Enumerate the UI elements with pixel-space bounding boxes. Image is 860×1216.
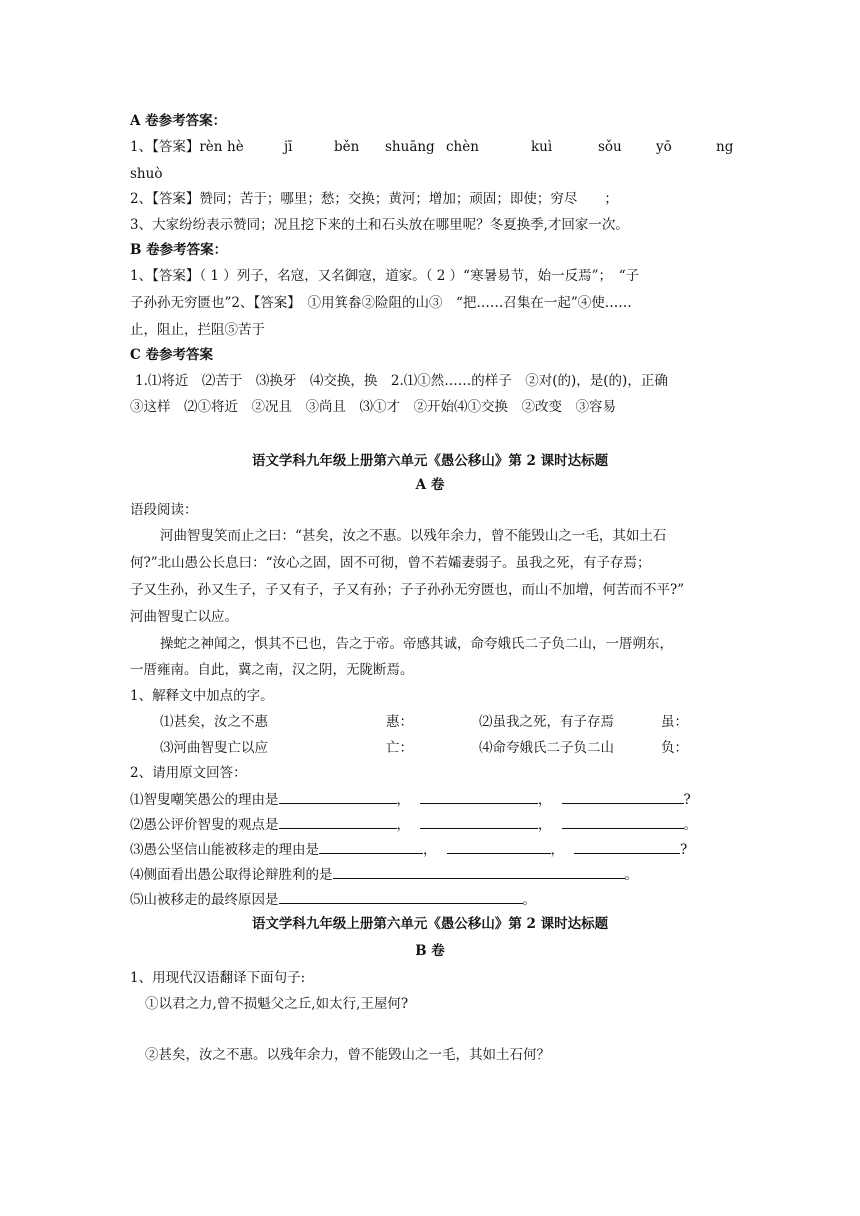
section-heading-a-answers: A 卷参考答案： [130, 113, 227, 129]
exercise-title-a: 语文学科九年级上册第六单元《愚公移山》第 2 课时达标题 [251, 453, 609, 469]
answer-blank[interactable] [279, 814, 397, 829]
exercise-b-question-1: 1、用现代汉语翻译下面句子: [130, 970, 306, 986]
answer-blank[interactable] [333, 864, 625, 879]
pinyin-item: hè [227, 139, 244, 155]
pinyin-item: shuāng [385, 139, 435, 155]
q2-sub-3: ⑶愚公坚信山能被移走的理由是 ， ， ? [130, 839, 687, 860]
passage-line: 何?”北山愚公长息曰：“汝心之固，固不可彻，曾不若孀妻弱子。虽我之死，有子存焉； [130, 555, 651, 571]
q1-item: ⑶河曲智叟亡以应 [160, 740, 268, 756]
q2-sub-4: ⑷侧面看出愚公取得论辩胜利的是 。 [130, 864, 638, 885]
answer-c-line-2: ③这样 ⑵①将近 ②况且 ③尚且 ⑶①才 ②开始⑷①交换 ②改变 ③容易 [130, 399, 616, 415]
q2-sub-2: ⑵愚公评价智叟的观点是 ， ， 。 [130, 814, 697, 835]
pinyin-item: sǒu [598, 139, 622, 155]
section-heading-c-answers: C 卷参考答案 [130, 347, 213, 363]
answer-blank[interactable] [319, 839, 423, 854]
q1-item: ⑷命夸娥氏二子负二山 [479, 740, 614, 756]
q1-item-char: 亡： [386, 740, 413, 756]
answer-b-line-2: 子孙孙无穷匮也”2、【答案】 ①用箕畚②险阻的山③ “把……召集在一起”④使…… [130, 295, 632, 311]
answer-blank[interactable] [562, 814, 684, 829]
passage-line: 操蛇之神闻之，惧其不已也，告之于帝。帝感其诚，命夸娥氏二子负二山，一厝朔东， [160, 636, 673, 652]
passage-line: 河曲智叟笑而止之曰：“甚矣，汝之不惠。以残年余力，曾不能毁山之一毛，其如土石 [160, 528, 667, 544]
question-1: 1、解释文中加点的字。 [130, 688, 274, 704]
question-2: 2、请用原文回答： [130, 765, 247, 781]
answer-blank[interactable] [574, 839, 680, 854]
answer-c-line-1: 1.⑴将近 ⑵苦于 ⑶换牙 ⑷交换，换 2.⑴①然……的样子 ②对(的)，是(的)，正确 [135, 373, 668, 389]
answer-blank[interactable] [420, 789, 538, 804]
translation-sentence: ①以君之力,曾不损魁父之丘,如太行,王屋何? [145, 996, 409, 1012]
q1-item: ⑴甚矣，汝之不惠 [160, 714, 268, 730]
answer-blank[interactable] [279, 889, 523, 904]
exercise-title-b: 语文学科九年级上册第六单元《愚公移山》第 2 课时达标题 [251, 916, 609, 932]
q2-sub-5: ⑸山被移走的最终原因是 。 [130, 889, 536, 910]
passage-line: 一厝雍南。自此，冀之南，汉之阴，无陇断焉。 [130, 662, 414, 678]
answer-blank[interactable] [279, 789, 397, 804]
answer-a-1-prefix: 1、【答案】rèn [130, 139, 223, 155]
pinyin-item: shuò [130, 166, 163, 182]
answer-blank[interactable] [562, 789, 684, 804]
answer-b-line-3: 止，阻止，拦阻⑤苦于 [130, 322, 265, 338]
passage-line: 河曲智叟亡以应。 [130, 609, 238, 625]
pinyin-item: kuì [531, 139, 553, 155]
exercise-subtitle-a: A 卷 [415, 477, 445, 493]
exercise-subtitle-b: B 卷 [415, 943, 445, 959]
translation-sentence: ②甚矣，汝之不惠。以残年余力，曾不能毁山之一毛，其如土石何？ [145, 1047, 550, 1063]
pinyin-item: jī [284, 139, 293, 155]
passage-line: 子又生孙，孙又生子，子又有子，子又有孙；子子孙孙无穷匮也，而山不加增，何苦而不平?” [130, 582, 685, 598]
pinyin-item: chèn [446, 139, 479, 155]
q2-sub-1: ⑴智叟嘲笑愚公的理由是 ， ， ? [130, 789, 691, 810]
pinyin-item: běn [334, 139, 360, 155]
q1-item-char: 虽： [661, 714, 688, 730]
q1-item-char: 惠： [386, 714, 413, 730]
section-heading-b-answers: B 卷参考答案： [130, 242, 228, 258]
answer-a-2: 2、【答案】赞同；苦于；哪里；愁；交换；黄河；增加；顽固；即使；穷尽 ； [130, 191, 618, 207]
answer-b-line-1: 1、【答案】（ 1 ）列子，名寇，又名御寇，道家。（ 2 ）“寒暑易节，始一反焉”； “子 [130, 268, 640, 284]
pinyin-item: ng [716, 139, 734, 155]
answer-blank[interactable] [447, 839, 551, 854]
q1-item: ⑵虽我之死，有子存焉 [479, 714, 614, 730]
pinyin-item: yō [656, 139, 672, 155]
answer-blank[interactable] [420, 814, 538, 829]
reading-label: 语段阅读： [130, 502, 198, 518]
answer-a-3: 3、大家纷纷表示赞同；况且挖下来的土和石头放在哪里呢？冬夏换季,才回家一次。 [130, 217, 629, 233]
q1-item-char: 负： [661, 740, 688, 756]
